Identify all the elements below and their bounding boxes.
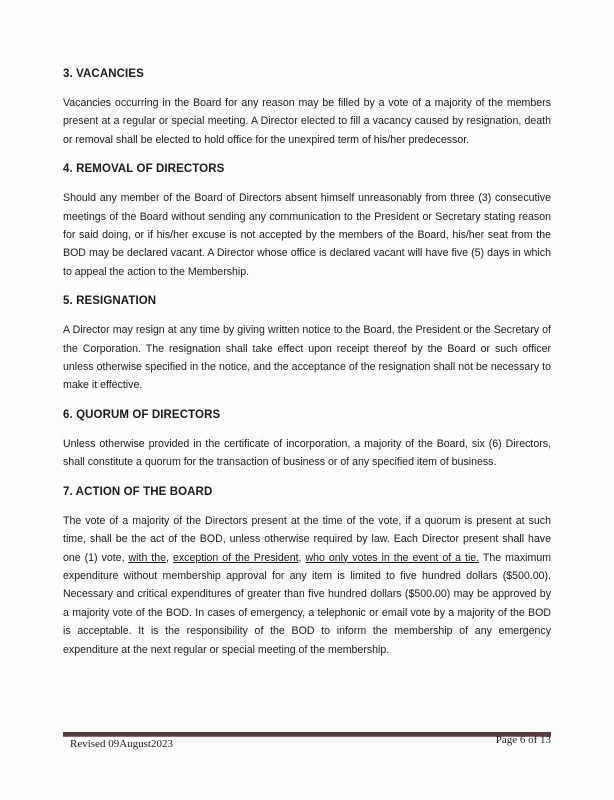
section-heading: 6. QUORUM OF DIRECTORS: [63, 408, 221, 421]
section-action-of-the-board: [63, 486, 551, 659]
underlined-text: exception of the President: [172, 551, 299, 564]
footer-divider: [63, 732, 551, 737]
body-text: The vote of a majority of the Directors present at the time of the vote, if a quorum is present at such time, shall be the act of the BOD, unless otherwise required by law. Each Director present shall have one (1) vote,: [63, 514, 551, 564]
body-text: ,: [166, 551, 173, 564]
section-body: Should any member of the Board of Directors absent himself unreasonably from three (3) consecutive meetings of the Board without sending any communication to the President or Secretary stating reason for said doing, or if his/her excuse is not accepted by the members of the Board, his/her seat from the BOD may be declared vacant. A Director whose office is declared vacant will have five (5) days in which to appeal the action to the Membership.: [63, 192, 551, 278]
body-text: ,: [298, 551, 306, 564]
section-body: A Director may resign at any time by giving written notice to the Board, the President or the Secretary of the Corporation. The resignation shall take effect upon receipt thereof by the Board or such officer unless otherwise specified in the notice, and the acceptance of the resignation shall not be necessary to make it effective.: [63, 324, 551, 392]
section-quorum-of-directors: [63, 409, 551, 472]
section-body: Unless otherwise provided in the certificate of incorporation, a majority of the Board, six (6) Directors, shall constitute a quorum for the transaction of business or of any specified item of business.: [63, 437, 551, 469]
document-body: [63, 58, 551, 673]
section-heading: 7. ACTION OF THE BOARD: [63, 485, 213, 498]
section-body: Vacancies occurring in the Board for any reason may be filled by a vote of a majority of the members present at a regular or special meeting. A Director elected to fill a vacancy caused by resignation, death or removal shall be elected to hold office for the unexpired term of his/her predecessor.: [63, 97, 551, 146]
underlined-text: with the: [128, 551, 167, 564]
body-text: The maximum expenditure without membership approval for any item is limited to five hundred dollars ($500.00). Necessary and critical expenditures of greater than five hundred dollars ($500.00) may be approved by a majority vote of the BOD. In cases of emergency, a telephonic or email vote by a majority of the BOD is acceptable. It is the responsibility of the BOD to inform the membership of any emergency expenditure at the next regular or special meeting of the membership.: [63, 551, 552, 656]
section-removal-of-directors: [63, 163, 551, 281]
section-body: [63, 512, 551, 659]
section-heading: 4. REMOVAL OF DIRECTORS: [63, 163, 225, 176]
section-resignation: [63, 295, 551, 395]
underlined-text: who only votes in the event of a tie.: [305, 551, 480, 564]
section-heading: 5. RESIGNATION: [63, 295, 157, 308]
footer-page-number: Page 6 of 13: [495, 734, 551, 746]
section-vacancies: [63, 68, 551, 149]
footer-revised-date: Revised 09August2023: [70, 738, 173, 750]
section-heading: 3. VACANCIES: [63, 68, 144, 80]
